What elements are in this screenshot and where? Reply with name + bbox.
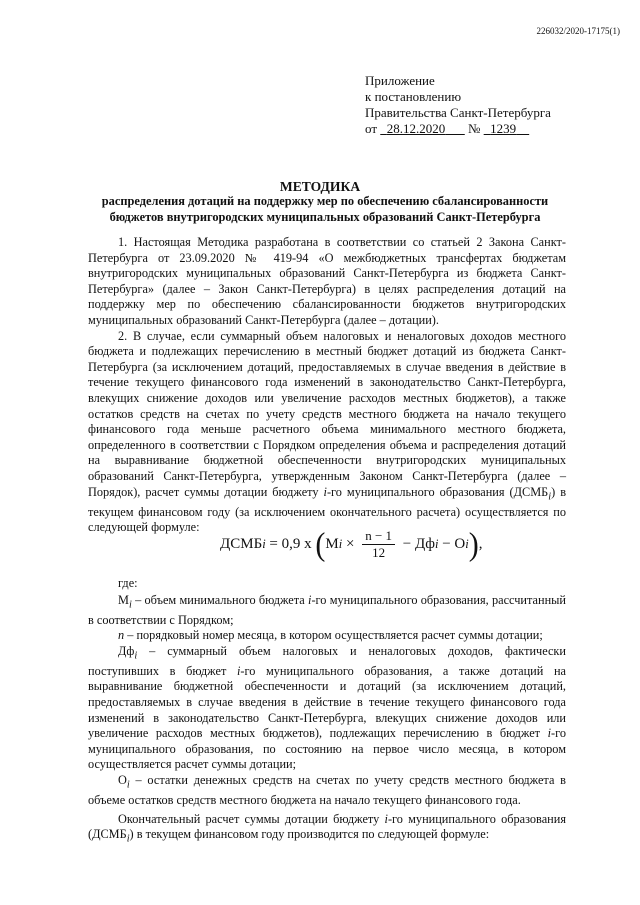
formula-dsmb: ДСМБ i = 0,9 x ( М i × $\frac{n - 1}{12}$ − Дф i − О i ) , [220, 525, 483, 563]
appendix-line-1: Приложение [365, 73, 435, 88]
definition-dfi: $Дф_i$ – суммарный объем налоговых и неналоговых доходов, фактически поступивших в бюджет i-го муниципального образования, а также дотаций на выравнивание бюджетной обеспеченности и дотаций (за исключением дотаций, предоставляемых в случае введения в действие в течение текущего финансового года изменений в законодательство Санкт-Петербурга, влекущих снижение доходов или увеличение расходов местных бюджетов), подлежащих перечислению в бюджет i-го муниципального образования, по состоянию на первое число месяца, в котором осуществляется расчет суммы дотации; [88, 643, 566, 772]
appendix-from-label: от [365, 121, 378, 136]
final-calculation-paragraph: Окончательный расчет суммы дотации бюджету i-го муниципального образования $(ДСМБ_i)$ в текущем финансовом году производится по следующей формуле: [88, 811, 566, 845]
paragraph-1: 1. Настоящая Методика разработана в соответствии со статьей 2 Закона Санкт-Петербурга от 23.09.2020 № 419-94 «О межбюджетных трансфертах бюджетам внутригородских муниципальных образований Санкт-Петербурга из бюджета Санкт-Петербурга» (далее – Закон Санкт-Петербурга) в целях распределения дотаций на поддержку мер по обеспечению сбалансированности бюджетов внутригородских муниципальных образований Санкт-Петербурга (далее – дотации). [88, 235, 566, 327]
appendix-date: 28.12.2020 [386, 121, 446, 136]
appendix-date-line [365, 121, 551, 137]
document-body [88, 235, 566, 536]
definitions [88, 576, 566, 847]
paragraph-2: 2. В случае, если суммарный объем налоговых и неналоговых доходов местного бюджета и подлежащих перечислению в местный бюджет дотаций из бюджета Санкт-Петербурга (за исключением дотаций, предоставляемых в случае введения в действие в течение текущего финансового года изменений в законодательство Санкт-Петербурга, влекущих снижение доходов или увеличение расходов местных бюджетов), а также остатков средств на счетах по учету средств местного бюджета на начало текущего финансового года меньше расчетного объема минимального местного бюджета, определенного в соответствии с Порядком определения объема и распределения дотаций на выравнивание бюджетной обеспеченности внутригородских муниципальных образований Санкт-Петербурга, утвержденным Законом Санкт-Петербурга (далее – Порядок), расчет суммы дотации бюджету i-го муниципального образования $(ДСМБ_i)$ в текущем финансовом году (за исключением окончательного расчета) осуществляется по следующей формуле: [88, 328, 566, 535]
definition-m: $М_i$ – объем минимального бюджета i-го муниципального образования, рассчитанный в соответствии с Порядком; [88, 592, 566, 627]
appendix-line-2: к постановлению [365, 89, 462, 104]
definitions-intro: где: [118, 576, 138, 590]
document-id: 226032/2020-17175(1) [536, 26, 620, 36]
appendix-line-3: Правительства Санкт-Петербурга [365, 105, 551, 120]
document-subtitle: распределения дотаций на поддержку мер по обеспечению сбалансированности бюджетов внутригородских муниципальных образований Санкт-Петербурга [101, 194, 549, 224]
definition-n: n – порядковый номер месяца, в котором осуществляется расчет суммы дотации; [118, 628, 543, 643]
document-title: МЕТОДИКА [279, 179, 361, 194]
appendix-number: 1239 [490, 121, 517, 136]
appendix-number-label: № [468, 121, 481, 136]
appendix-block [365, 73, 551, 137]
formula-fraction: $\frac{n - 1}{12}$ [362, 528, 395, 561]
definition-oi: $О_i$ – остатки денежных средств на счетах по учету средств местного бюджета в объеме остатков средств местного бюджета на начало текущего финансового года. [88, 773, 566, 808]
